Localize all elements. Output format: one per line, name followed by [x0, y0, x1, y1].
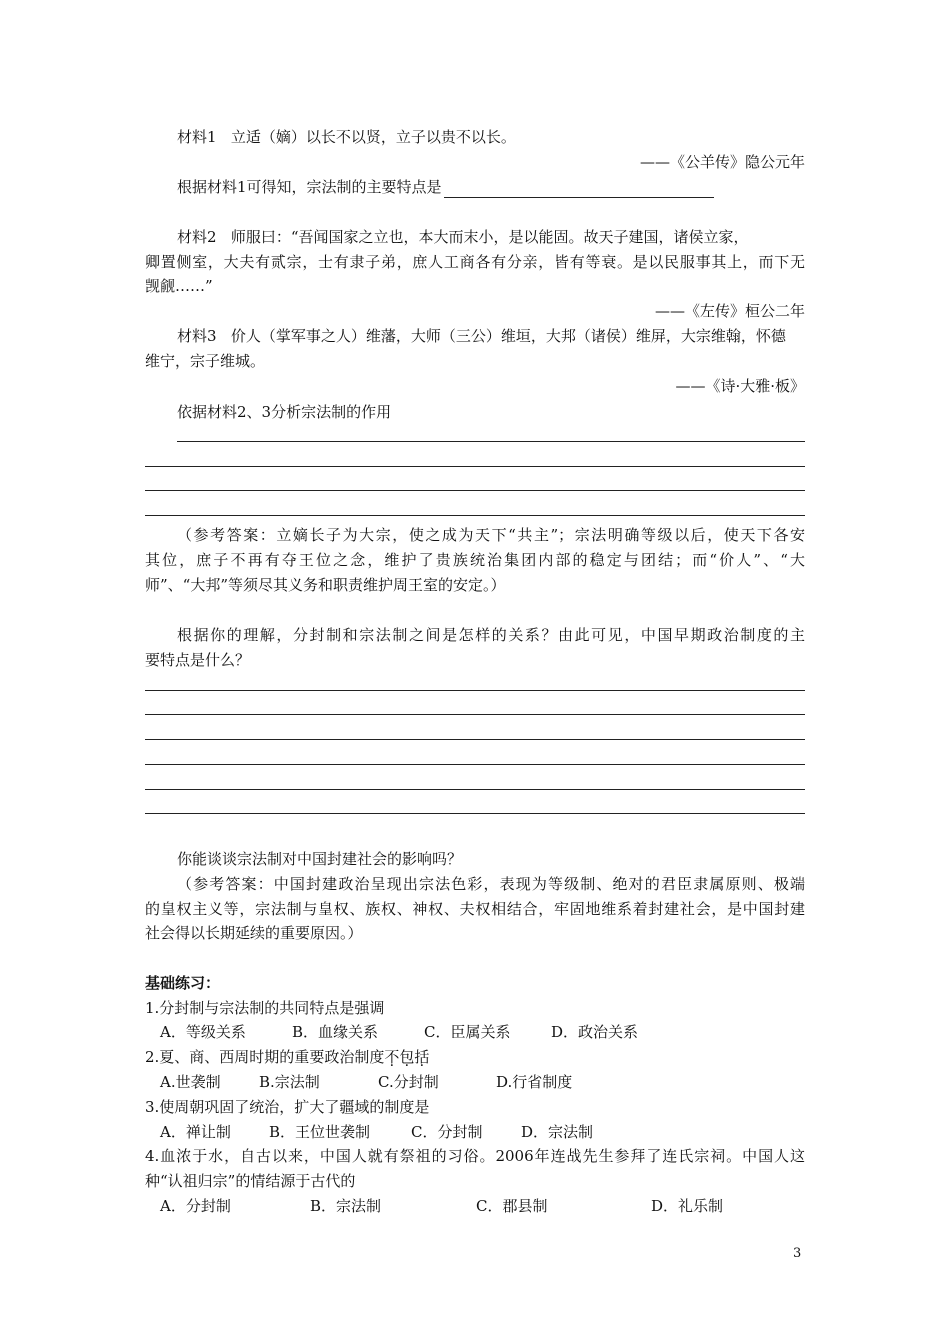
q2-option-d[interactable]: D.行省制度 — [496, 1073, 573, 1091]
q2-emphasis-3: 括 — [414, 1048, 430, 1066]
q2-stem — [145, 1046, 805, 1068]
question-relation-line-2: 要特点是什么？ — [145, 651, 251, 669]
q4-options — [160, 1195, 723, 1217]
q4-stem-line-1: 4.血浓于水，自古以来，中国人就有祭祖的习俗。2006年连战先生参拜了连氏宗祠。中国人这 — [145, 1147, 805, 1165]
question-feature-text: 根据材料1可得知，宗法制的主要特点是 — [177, 178, 442, 196]
material-2-text-1: 师服曰：“吾闻国家之立也，本大而末小，是以能固。故天子建国，诸侯立家， — [230, 228, 749, 246]
reference-answer-1-line-1: （参考答案：立嫡长子为大宗，使之成为天下“共主”；宗法明确等级以后，使天下各安 — [177, 526, 805, 544]
material-2-line-3: 觊觎……” — [145, 277, 213, 295]
question-influence: 你能谈谈宗法制对中国封建社会的影响吗？ — [177, 850, 463, 868]
material-3-line-2: 维宁，宗子维城。 — [145, 352, 266, 370]
q2-options — [160, 1071, 572, 1093]
material-3-source: ——《诗·大雅·板》 — [675, 377, 805, 395]
q3-option-a[interactable]: A．禅让制 — [160, 1123, 231, 1141]
reference-answer-2-line-2: 的皇权主义等，宗法制与皇权、族权、神权、夫权相结合，牢固地维系着封建社会，是中国封建 — [145, 900, 805, 918]
q1-option-d[interactable]: D．政治关系 — [551, 1023, 639, 1041]
q3-stem: 3.使周朝巩固了统治，扩大了疆域的制度是 — [145, 1098, 430, 1116]
material-2-source: ——《左传》桓公二年 — [654, 302, 805, 320]
q3-option-b[interactable]: B．王位世袭制 — [269, 1123, 371, 1141]
answer-line[interactable] — [177, 441, 805, 442]
q4-option-c[interactable]: C．郡县制 — [476, 1197, 548, 1215]
question-feature — [177, 176, 837, 198]
material-1-text: 立适（嫡）以长不以贤，立子以贵不以长。 — [230, 128, 516, 146]
q2-option-a[interactable]: A.世袭制 — [160, 1073, 221, 1091]
q2-option-b[interactable]: B.宗法制 — [259, 1073, 320, 1091]
material-2-line-2: 卿置侧室，大夫有贰宗，士有隶子弟，庶人工商各有分亲，皆有等衰。是以民服事其上，而下无 — [145, 253, 805, 271]
q3-option-c[interactable]: C．分封制 — [411, 1123, 483, 1141]
reference-answer-1-line-3: 师”、“大邦”等须尽其义务和职责维护周王室的安定。） — [145, 576, 506, 594]
q1-options — [160, 1021, 638, 1043]
q4-option-d[interactable]: D．礼乐制 — [651, 1197, 724, 1215]
reference-answer-2-line-1: （参考答案：中国封建政治呈现出宗法色彩，表现为等级制、绝对的君臣隶属原则、极端 — [177, 875, 805, 893]
material-1-label: 材料1 — [177, 128, 217, 146]
q3-option-d[interactable]: D．宗法制 — [521, 1123, 594, 1141]
answer-line[interactable] — [145, 739, 805, 740]
q3-options — [160, 1121, 593, 1143]
practice-title: 基础练习： — [145, 974, 221, 992]
material-3-text-1: 价人（掌军事之人）维藩，大师（三公）维垣，大邦（诸侯）维屏，大宗维翰，怀德 — [230, 327, 786, 345]
answer-line[interactable] — [145, 690, 805, 691]
q2-option-c[interactable]: C.分封制 — [378, 1073, 439, 1091]
q1-option-b[interactable]: B．血缘关系 — [292, 1023, 379, 1041]
answer-line[interactable] — [145, 490, 805, 491]
answer-line[interactable] — [145, 515, 805, 516]
question-function: 依据材料2、3分析宗法制的作用 — [177, 403, 392, 421]
answer-line[interactable] — [145, 813, 805, 814]
material-3-label: 材料3 — [177, 327, 217, 345]
q4-option-b[interactable]: B．宗法制 — [310, 1197, 382, 1215]
question-relation-line-1: 根据你的理解，分封制和宗法制之间是怎样的关系？由此可见，中国早期政治制度的主 — [177, 626, 805, 644]
answer-line[interactable] — [145, 764, 805, 765]
reference-answer-1-line-2: 其位，庶子不再有夺王位之念，维护了贵族统治集团内部的稳定与团结；而“价人”、“大 — [145, 551, 805, 569]
answer-line[interactable] — [145, 714, 805, 715]
q2-emphasis-1: 不 — [384, 1048, 400, 1066]
answer-line[interactable] — [145, 466, 805, 467]
material-1-source: ——《公羊传》隐公元年 — [639, 153, 805, 171]
material-3-line-1 — [177, 325, 805, 347]
page-number: 3 — [793, 1246, 802, 1261]
q2-emphasis-2: 包 — [399, 1048, 415, 1066]
answer-blank[interactable] — [444, 180, 714, 198]
q4-stem-line-2: 种“认祖归宗”的情结源于古代的 — [145, 1172, 356, 1190]
q2-stem-text: 2.夏、商、西周时期的重要政治制度 — [145, 1048, 385, 1066]
answer-line[interactable] — [145, 789, 805, 790]
material-2-label: 材料2 — [177, 228, 217, 246]
q4-option-a[interactable]: A．分封制 — [160, 1197, 231, 1215]
q1-stem: 1.分封制与宗法制的共同特点是强调 — [145, 999, 385, 1017]
q1-option-a[interactable]: A．等级关系 — [160, 1023, 246, 1041]
q1-option-c[interactable]: C．臣属关系 — [424, 1023, 511, 1041]
material-2-line-1 — [177, 226, 805, 248]
reference-answer-2-line-3: 社会得以长期延续的重要原因。） — [145, 924, 363, 942]
material-1 — [177, 126, 837, 148]
